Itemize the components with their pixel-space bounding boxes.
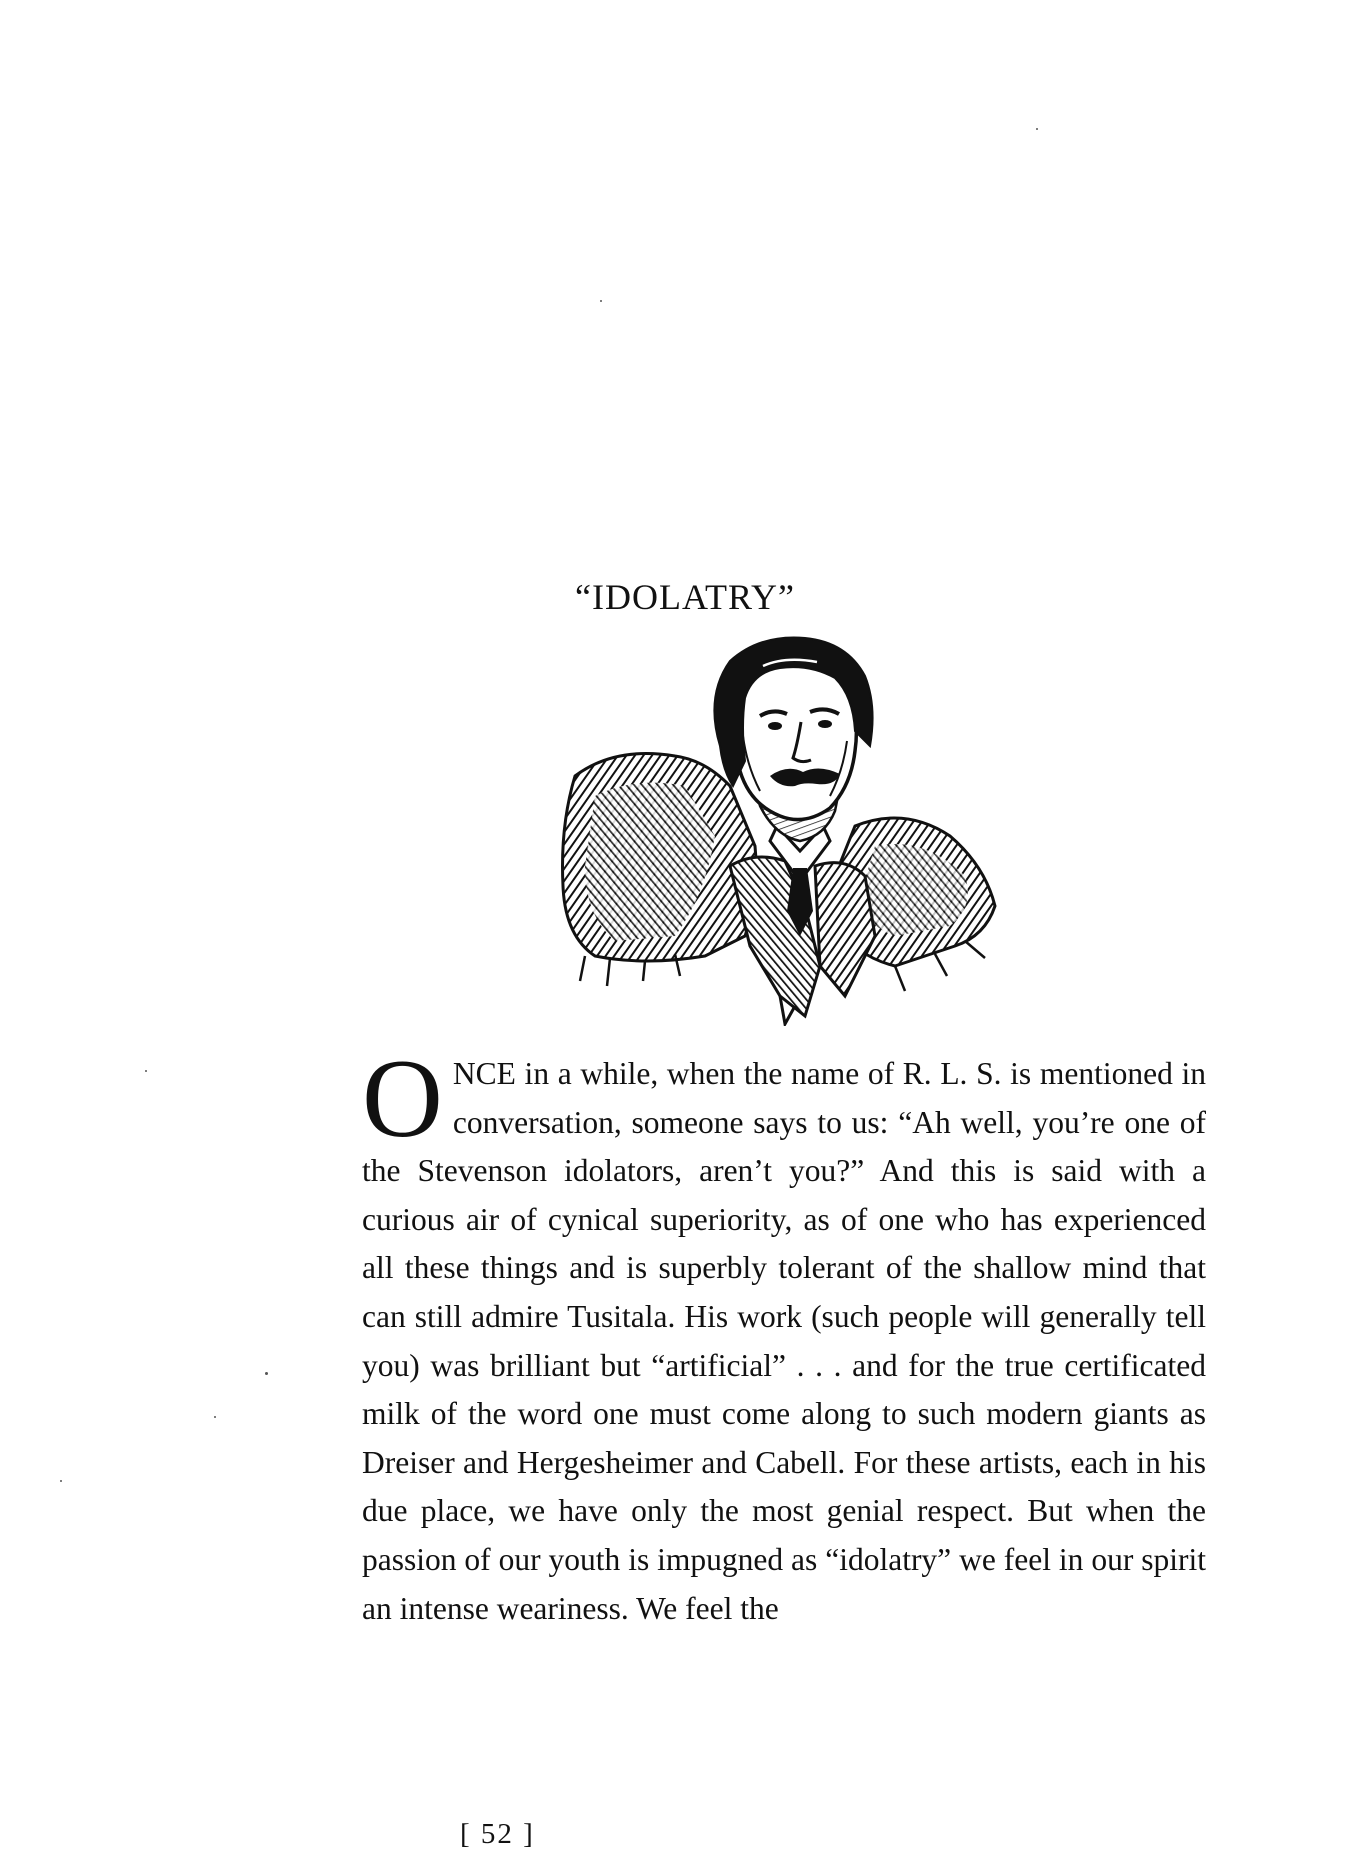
scan-speck bbox=[214, 1416, 216, 1418]
chapter-title: “IDOLATRY” bbox=[575, 577, 795, 617]
scan-speck bbox=[60, 1480, 62, 1482]
drop-cap: O bbox=[362, 1037, 443, 1161]
scan-speck bbox=[265, 1372, 268, 1375]
opening-paragraph bbox=[362, 1037, 1206, 1633]
scan-speck bbox=[145, 1070, 147, 1072]
man-portrait-engraving-icon bbox=[555, 636, 1035, 1026]
page-number: [ 52 ] bbox=[460, 1818, 535, 1850]
scan-speck bbox=[600, 300, 602, 302]
paragraph-text: NCE in a while, when the name of R. L. S. is mentioned in conversation, someone says to us: “Ah well, you’re one of the Stevenson idolators, aren’t you?” And this is said with a curious air of cynical superiority, as of one who has experienced all these things and is superbly tolerant of the shallow mind that can still admire Tusitala. His work (such people will generally tell you) was brilliant but “artificial” . . . and for the true certificated milk of the word one must come along to such modern giants as Dreiser and Hergesheimer and Cabell. For these artists, each in his due place, we have only the most genial respect. But when the passion of our youth is impugned as “idolatry” we feel in our spirit an intense weariness. We feel the bbox=[362, 1056, 1206, 1626]
scan-speck bbox=[1036, 128, 1038, 130]
